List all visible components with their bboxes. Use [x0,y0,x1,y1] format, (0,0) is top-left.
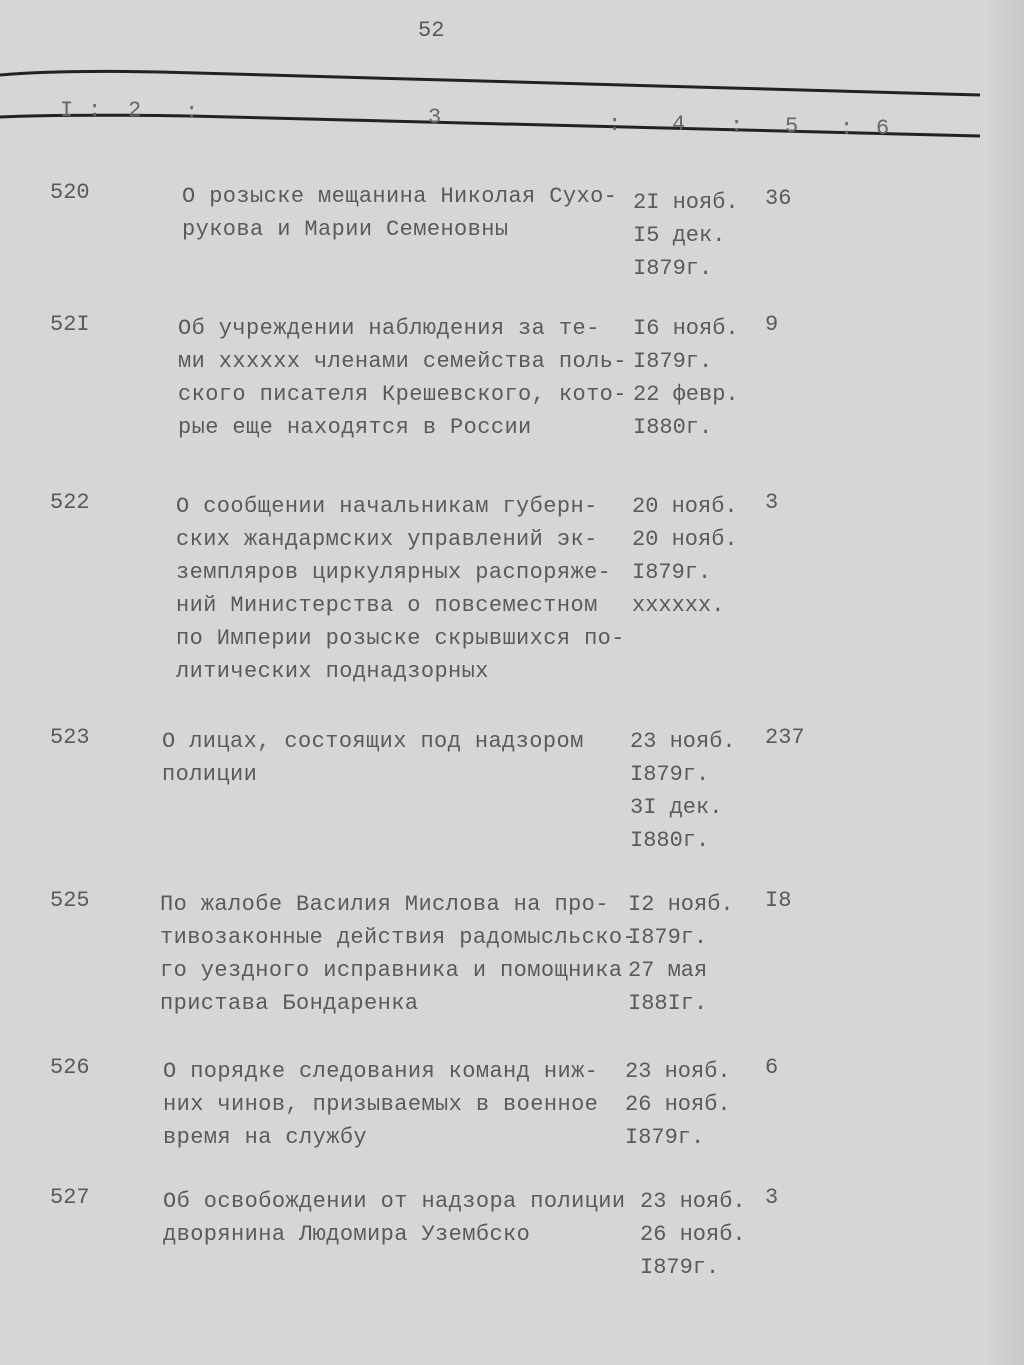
header-rule-top [0,71,980,95]
date-line: I879г. [632,560,712,585]
sheet-count: 6 [765,1055,779,1080]
date-line: I88Iг. [628,991,708,1016]
date-line: I879г. [633,349,713,374]
page-edge [984,0,1024,1365]
description-line: время на службу [163,1125,368,1150]
description-line: рые еще находятся в России [178,415,532,440]
header-rule-bottom [0,115,980,136]
date-line: 26 нояб. [640,1222,746,1247]
column-separator: : [840,116,854,141]
case-number: 526 [50,1055,90,1080]
column-separator: : [185,100,199,125]
description-line: ского писателя Крешевского, кото- [178,382,627,407]
date-line: I2 нояб. [628,892,734,917]
description-line: них чинов, призываемых в военное [163,1092,599,1117]
description-line: дворянина Людомира Узембско [163,1222,531,1247]
case-number: 525 [50,888,90,913]
case-dates [632,490,738,622]
case-number: 52I [50,312,90,337]
date-line: 22 февр. [633,382,739,407]
date-line: xxxxxx. [632,593,725,618]
column-separator: : [88,98,102,123]
sheet-count: 9 [765,312,779,337]
date-line: I880г. [633,415,713,440]
description-line: по Империи розыске скрывшихся по- [176,626,625,651]
description-line: Об учреждении наблюдения за те- [178,316,600,341]
case-description [160,888,636,1020]
date-line: 2I нояб. [633,190,739,215]
date-line: 23 нояб. [630,729,736,754]
case-number: 523 [50,725,90,750]
case-description [163,1055,598,1154]
case-dates [628,888,734,1020]
date-line: I879г. [633,256,713,281]
case-dates [625,1055,731,1154]
description-line: О порядке следования команд ниж- [163,1059,599,1084]
case-number: 522 [50,490,90,515]
case-dates [640,1185,746,1284]
description-line: О розыске мещанина Николая Сухо- [182,184,618,209]
case-dates [633,186,739,285]
description-line: литических поднадзорных [176,659,489,684]
date-line: 26 нояб. [625,1092,731,1117]
description-line: тивозаконные действия радомысльско- [160,925,637,950]
date-line: 23 нояб. [625,1059,731,1084]
sheet-count: 36 [765,186,792,211]
case-description [162,725,584,791]
column-header-4: 4 [672,112,686,137]
description-line: пристава Бондаренка [160,991,419,1016]
date-line: I5 дек. [633,223,726,248]
sheet-count: 3 [765,490,779,515]
description-line: ских жандармских управлений эк- [176,527,598,552]
date-line: I6 нояб. [633,316,739,341]
sheet-count: I8 [765,888,792,913]
column-header-6: 6 [876,116,890,141]
description-line: О сообщении начальникам губерн- [176,494,598,519]
header-rules [0,0,1024,160]
description-line: По жалобе Василия Мислова на про- [160,892,609,917]
case-number: 527 [50,1185,90,1210]
column-separator: : [608,112,622,137]
description-line: рукова и Марии Семеновны [182,217,509,242]
date-line: I879г. [630,762,710,787]
date-line: 3I дек. [630,795,723,820]
column-header-2: 2 [128,98,142,123]
description-line: земпляров циркулярных распоряже- [176,560,612,585]
description-line: полиции [162,762,258,787]
case-description [182,180,617,246]
description-line: ний Министерства о повсеместном [176,593,598,618]
case-description [176,490,625,688]
date-line: I879г. [628,925,708,950]
column-header-5: 5 [785,114,799,139]
case-description [163,1185,625,1251]
date-line: 20 нояб. [632,494,738,519]
column-header-1: I [60,98,74,123]
case-description [178,312,627,444]
column-header-3: 3 [428,105,442,130]
description-line: Об освобождении от надзора полиции [163,1189,626,1214]
sheet-count: 237 [765,725,805,750]
description-line: ми xxxxxx членами семейства поль- [178,349,627,374]
case-dates [633,312,739,444]
column-separator: : [730,114,744,139]
date-line: 20 нояб. [632,527,738,552]
date-line: 23 нояб. [640,1189,746,1214]
description-line: О лицах, состоящих под надзором [162,729,584,754]
page-number: 52 [418,18,445,43]
description-line: го уездного исправника и помощника [160,958,623,983]
date-line: 27 мая [628,958,708,983]
case-dates [630,725,736,857]
sheet-count: 3 [765,1185,779,1210]
date-line: I879г. [625,1125,705,1150]
date-line: I880г. [630,828,710,853]
date-line: I879г. [640,1255,720,1280]
case-number: 520 [50,180,90,205]
